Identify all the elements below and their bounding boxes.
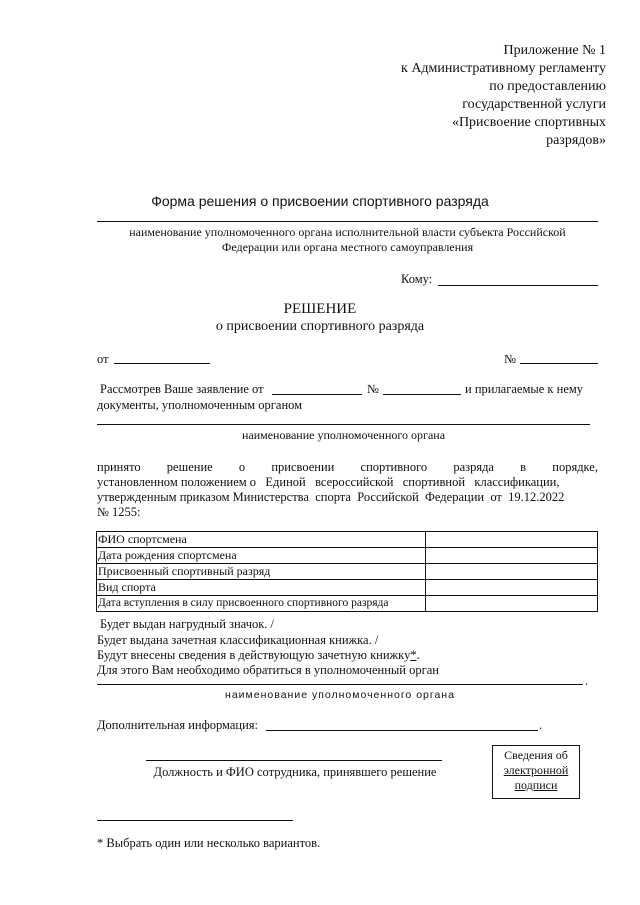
additional-label: Дополнительная информация: <box>97 718 258 732</box>
footnote-divider <box>97 820 293 821</box>
table-label-cell: Дата вступления в силу присвоенного спортивного разряда <box>97 596 426 612</box>
table-value-cell[interactable] <box>426 548 598 564</box>
form-title: Форма решения о присвоении спортивного разряда <box>151 193 489 209</box>
table-value-cell[interactable] <box>426 580 598 596</box>
table-value-cell[interactable] <box>426 532 598 548</box>
table-row <box>97 548 598 564</box>
considered-text-2: и прилагаемые к нему <box>465 382 584 396</box>
organ-name-line[interactable] <box>97 424 590 425</box>
paragraph-line: установленном положением о Единой всероссийской спортивной классификации, <box>97 475 560 489</box>
table-label-cell: Вид спорта <box>97 580 426 596</box>
table-row <box>97 532 598 548</box>
header-line: к Административному регламенту <box>401 61 606 76</box>
organ-name-line-2[interactable] <box>97 684 583 685</box>
stamp-line: электронной <box>503 763 569 777</box>
period: . <box>539 718 543 732</box>
table-value-cell[interactable] <box>426 564 598 580</box>
number-label: № <box>504 352 516 366</box>
authority-caption <box>97 225 598 255</box>
option-book: Будет выдана зачетная классификационная книжка. / <box>97 633 379 647</box>
header-line: разрядов» <box>546 133 606 148</box>
appendix-header <box>401 42 606 150</box>
authority-caption-line: наименование уполномоченного органа исполнительной власти субъекта Российской <box>129 225 566 239</box>
application-date-field[interactable] <box>272 394 362 395</box>
signature-line[interactable] <box>146 760 442 761</box>
paragraph-line: утвержденным приказом Министерства спорта Российской Федерации от 19.12.2022 <box>97 490 565 504</box>
table-label-cell: Дата рождения спортсмена <box>97 548 426 564</box>
footnote: * Выбрать один или несколько вариантов. <box>97 836 321 850</box>
signature-caption: Должность и ФИО сотрудника, принявшего решение <box>153 765 437 779</box>
table-row <box>97 580 598 596</box>
table-value-cell[interactable] <box>426 596 598 612</box>
considered-number-sign: № <box>367 382 379 396</box>
decision-subtitle: о присвоении спортивного разряда <box>215 319 425 334</box>
header-line: «Присвоение спортивных <box>451 115 606 130</box>
organ-caption-2: наименование уполномоченного органа <box>225 689 455 701</box>
paragraph-line: принято решение о присвоении спортивного разряда в порядке, <box>97 460 598 474</box>
stamp-line: Сведения об <box>504 748 568 762</box>
header-line: Приложение № 1 <box>503 43 606 58</box>
header-line: государственной услуги <box>462 97 606 112</box>
header-line: по предоставлению <box>489 79 606 94</box>
athlete-table <box>96 531 598 612</box>
date-field[interactable] <box>114 363 210 364</box>
e-signature-box <box>492 745 580 799</box>
additional-info-field[interactable] <box>266 730 538 731</box>
application-number-field[interactable] <box>383 394 461 395</box>
table-row <box>97 596 598 612</box>
decision-paragraph <box>97 460 598 520</box>
from-label: от <box>97 352 109 366</box>
considered-line2: документы, уполномоченным органом <box>97 398 303 412</box>
option-existing-book <box>97 648 420 663</box>
paragraph-line: № 1255: <box>97 505 141 519</box>
number-field[interactable] <box>520 363 598 364</box>
period: . <box>585 674 589 688</box>
stamp-line: подписи <box>514 778 558 792</box>
option-contact: Для этого Вам необходимо обратиться в уполномоченный орган <box>97 663 439 677</box>
table-label-cell: ФИО спортсмена <box>97 532 426 548</box>
option-badge: Будет выдан нагрудный значок. / <box>100 617 275 631</box>
option-end: . <box>416 648 420 662</box>
option-existing-book-text: Будут внесены сведения в действующую зачетную книжку <box>97 648 411 662</box>
table-label-cell: Присвоенный спортивный разряд <box>97 564 426 580</box>
considered-text: Рассмотрев Ваше заявление от <box>100 382 264 396</box>
decision-title: РЕШЕНИЕ <box>283 301 357 317</box>
table-row <box>97 564 598 580</box>
to-label: Кому: <box>401 272 433 286</box>
to-field[interactable] <box>438 285 598 286</box>
authority-caption-line: Федерации или органа местного самоуправления <box>221 240 474 254</box>
authority-name-line[interactable] <box>97 221 598 222</box>
footnote-mark: * <box>410 648 417 662</box>
organ-caption: наименование уполномоченного органа <box>241 428 446 442</box>
